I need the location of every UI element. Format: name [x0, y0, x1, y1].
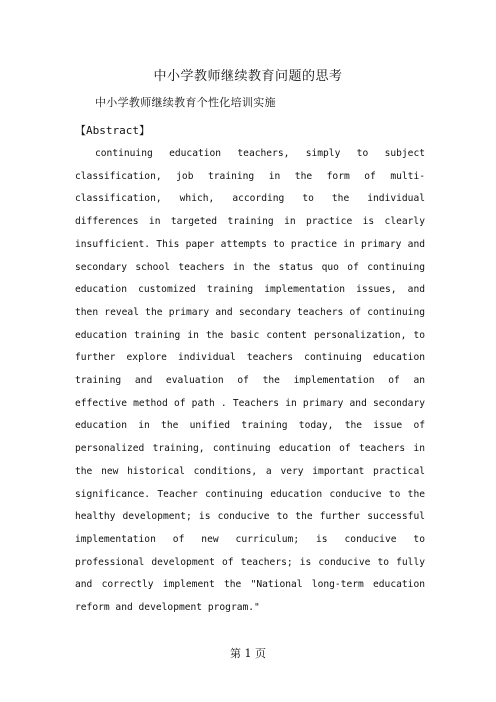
- abstract-body: continuing education teachers, simply to subject classification, job training in the form of multi-classification, which, according to the individual differences in targeted training in practice is clearly insufficient. This paper attempts to practice in primary and secondary school teachers in the status quo of continuing education customized training implementation issues, and then reveal the primary and secondary teachers of continuing education training in the basic content personalization, to further explore individual teachers continuing education training and evaluation of the implementation of an effective method of path . Teachers in primary and secondary education in the unified training today, the issue of personalized training, continuing education of teachers in the new historical conditions, a very important practical significance. Teacher continuing education conducive to the healthy development; is conducive to the further successful implementation of new curriculum; is conducive to professional development of teachers; is conducive to fully and correctly implement the "National long-term education reform and development program.": [75, 148, 425, 614]
- abstract-heading: 【Abstract】: [75, 124, 150, 137]
- document-subtitle: 中小学教师继续教育个性化培训实施: [95, 96, 276, 109]
- document-title: 中小学教师继续教育问题的思考: [153, 69, 343, 84]
- page-number: 第 1 页: [230, 647, 266, 660]
